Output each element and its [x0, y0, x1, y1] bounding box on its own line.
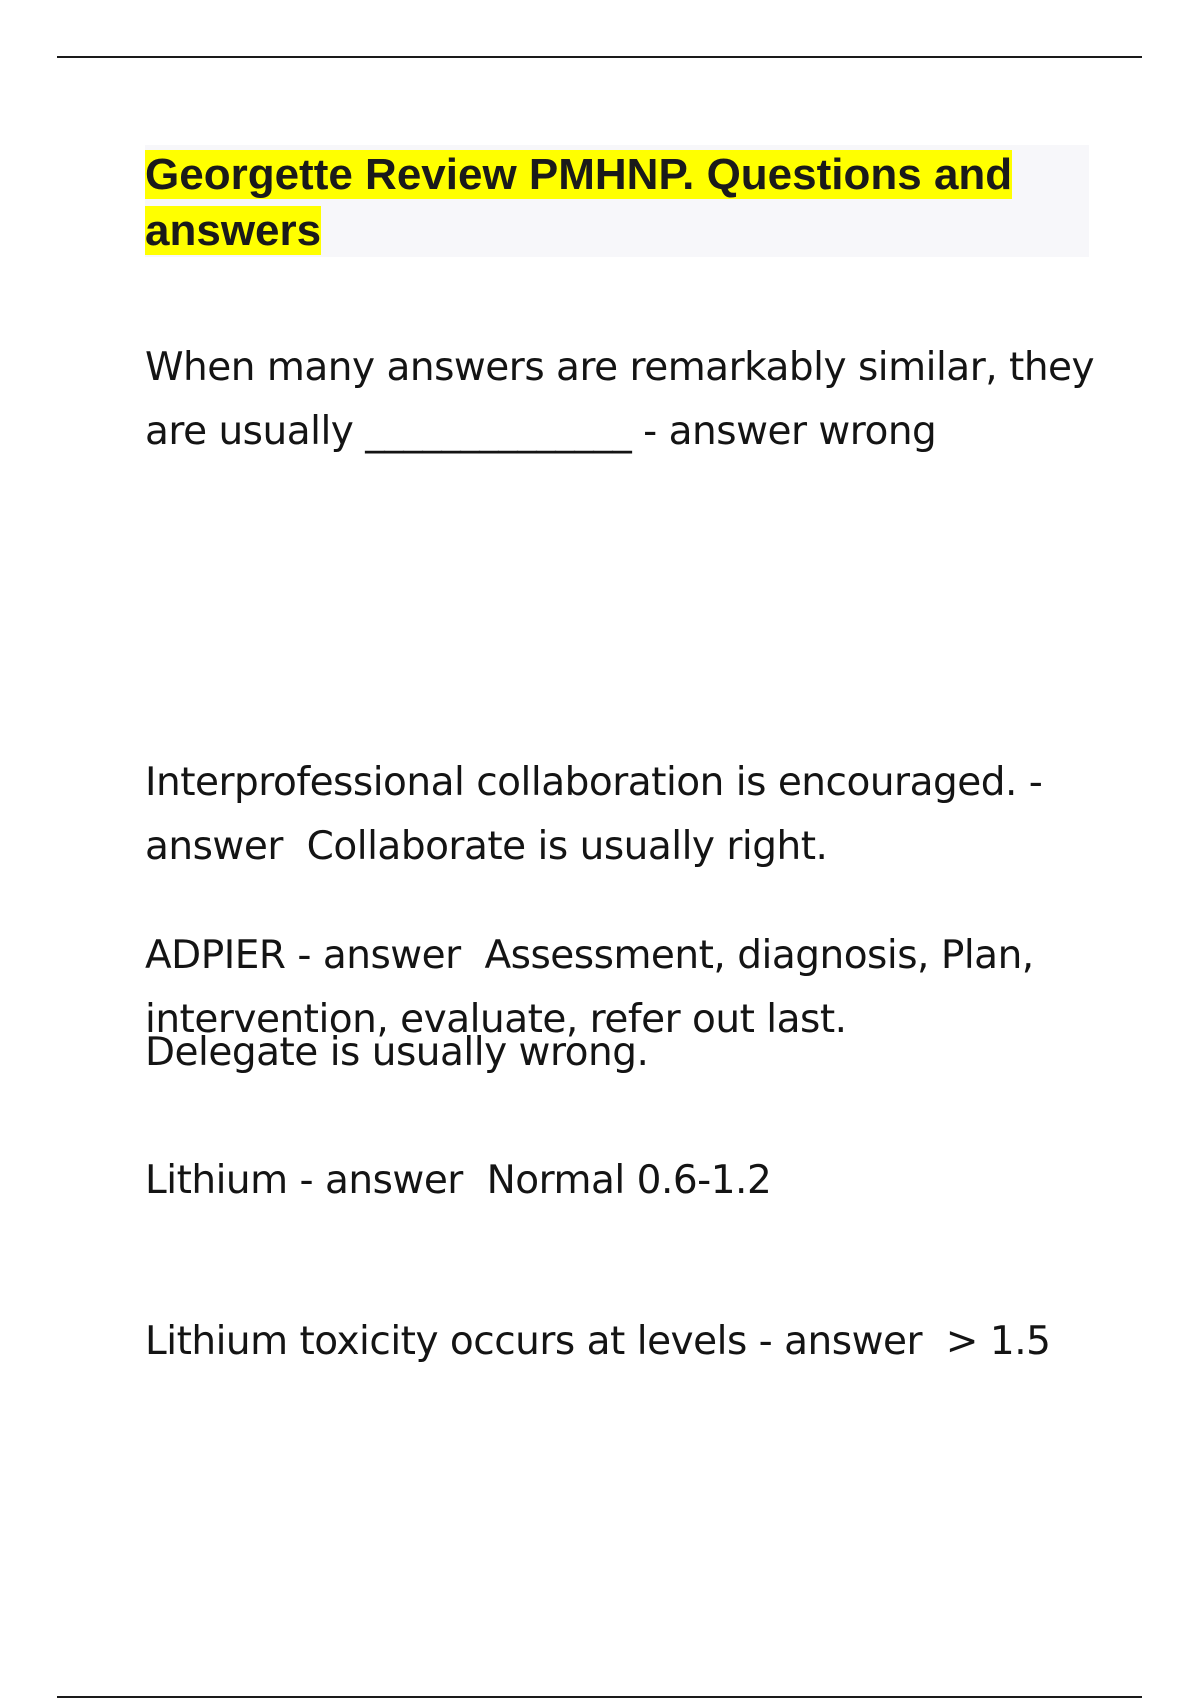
header-rule — [57, 56, 1142, 58]
qa-item-lithium-toxicity: Lithium toxicity occurs at levels - answer > 1.5 — [145, 1319, 1051, 1364]
qa-item-collaboration-note: Delegate is usually wrong. — [145, 1030, 649, 1075]
document-title — [145, 147, 1045, 259]
qa-item-collaboration — [145, 623, 1105, 1149]
qa-item-lithium-normal: Lithium - answer Normal 0.6-1.2 — [145, 1158, 772, 1203]
qa-item-collaboration-answer: Interprofessional collaboration is encouraged. - answer Collaborate is usually right. — [145, 760, 1055, 869]
qa-item-similar-answers: When many answers are remarkably similar, they are usually ______________ - answer wrong — [145, 345, 1107, 454]
title-highlight: Georgette Review PMHNP. Questions and answers — [145, 150, 1013, 255]
qa-item-adpier: ADPIER - answer Assessment, diagnosis, Plan, intervention, evaluate, refer out last. — [145, 933, 1046, 1042]
footer-rule — [57, 1696, 1142, 1698]
